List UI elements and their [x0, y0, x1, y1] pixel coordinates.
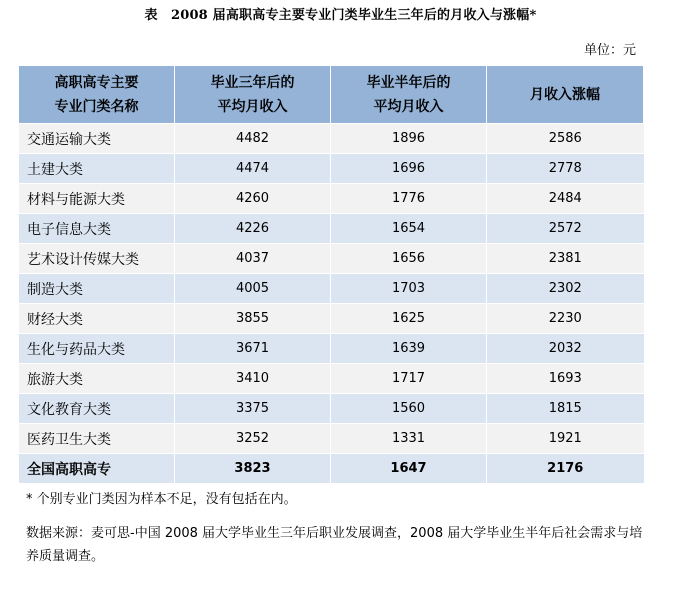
income-half-yr-cell: 1331	[331, 424, 487, 454]
income-half-yr-cell: 1703	[331, 274, 487, 304]
growth-cell: 2230	[487, 304, 644, 334]
major-cell: 交通运输大类	[19, 124, 175, 154]
unit-label: 单位：元	[583, 43, 636, 58]
income-half-yr-cell: 1776	[331, 184, 487, 214]
income-3yr-cell: 3252	[175, 424, 331, 454]
income-half-yr-cell: 1625	[331, 304, 487, 334]
income-3yr-cell: 3671	[175, 334, 331, 364]
major-cell: 艺术设计传媒大类	[19, 244, 175, 274]
income-3yr-cell: 4482	[175, 124, 331, 154]
total-growth-cell: 2176	[487, 454, 644, 484]
income-half-yr-cell: 1717	[331, 364, 487, 394]
income-3yr-cell: 3410	[175, 364, 331, 394]
total-income-3yr-cell: 3823	[175, 454, 331, 484]
income-half-yr-cell: 1656	[331, 244, 487, 274]
income-3yr-cell: 4474	[175, 154, 331, 184]
major-cell: 医药卫生大类	[19, 424, 175, 454]
income-half-yr-cell: 1896	[331, 124, 487, 154]
income-half-yr-cell: 1654	[331, 214, 487, 244]
header-line: 毕业半年后的	[366, 74, 451, 91]
table-row	[19, 124, 644, 154]
data-source: 数据来源：麦可思-中国 2008 届大学毕业生三年后职业发展调查，2008 届大学毕业生半年后社会需求与培养质量调查。	[26, 526, 643, 564]
total-row	[19, 454, 644, 484]
footnote: * 个别专业门类因为样本不足，没有包括在内。	[26, 492, 297, 507]
table-row	[19, 394, 644, 424]
income-3yr-cell: 4226	[175, 214, 331, 244]
total-income-half-yr-cell: 1647	[331, 454, 487, 484]
major-cell: 制造大类	[19, 274, 175, 304]
header-line: 专业门类名称	[54, 98, 139, 115]
growth-cell: 2302	[487, 274, 644, 304]
major-cell: 生化与药品大类	[19, 334, 175, 364]
header-income-3yr	[175, 66, 331, 124]
income-3yr-cell: 4037	[175, 244, 331, 274]
table-row	[19, 244, 644, 274]
table-row	[19, 304, 644, 334]
growth-cell: 1693	[487, 364, 644, 394]
major-cell: 电子信息大类	[19, 214, 175, 244]
table-row	[19, 184, 644, 214]
income-3yr-cell: 4260	[175, 184, 331, 214]
total-major-cell: 全国高职高专	[19, 454, 175, 484]
table-row	[19, 334, 644, 364]
header-line: 平均月收入	[373, 98, 444, 115]
income-half-yr-cell: 1639	[331, 334, 487, 364]
header-major	[19, 66, 175, 124]
table-row	[19, 154, 644, 184]
table-row	[19, 274, 644, 304]
income-3yr-cell: 3375	[175, 394, 331, 424]
table-row	[19, 424, 644, 454]
growth-cell: 2032	[487, 334, 644, 364]
growth-cell: 1921	[487, 424, 644, 454]
growth-cell: 2778	[487, 154, 644, 184]
header-line: 平均月收入	[217, 98, 288, 115]
income-half-yr-cell: 1696	[331, 154, 487, 184]
table-title: 表 2008 届高职高专主要专业门类毕业生三年后的月收入与涨幅*	[144, 8, 537, 23]
growth-cell: 2484	[487, 184, 644, 214]
header-line: 月收入涨幅	[530, 86, 600, 103]
header-growth	[487, 66, 644, 124]
major-cell: 财经大类	[19, 304, 175, 334]
growth-cell: 2381	[487, 244, 644, 274]
income-3yr-cell: 4005	[175, 274, 331, 304]
income-table	[18, 66, 644, 483]
income-3yr-cell: 3855	[175, 304, 331, 334]
header-income-half-yr	[331, 66, 487, 124]
header-row	[19, 66, 644, 124]
income-half-yr-cell: 1560	[331, 394, 487, 424]
table-row	[19, 364, 644, 394]
header-line: 毕业三年后的	[210, 74, 295, 91]
growth-cell: 2572	[487, 214, 644, 244]
major-cell: 文化教育大类	[19, 394, 175, 424]
growth-cell: 1815	[487, 394, 644, 424]
header-line: 高职高专主要	[54, 74, 139, 91]
major-cell: 旅游大类	[19, 364, 175, 394]
major-cell: 材料与能源大类	[19, 184, 175, 214]
growth-cell: 2586	[487, 124, 644, 154]
major-cell: 土建大类	[19, 154, 175, 184]
table-row	[19, 214, 644, 244]
